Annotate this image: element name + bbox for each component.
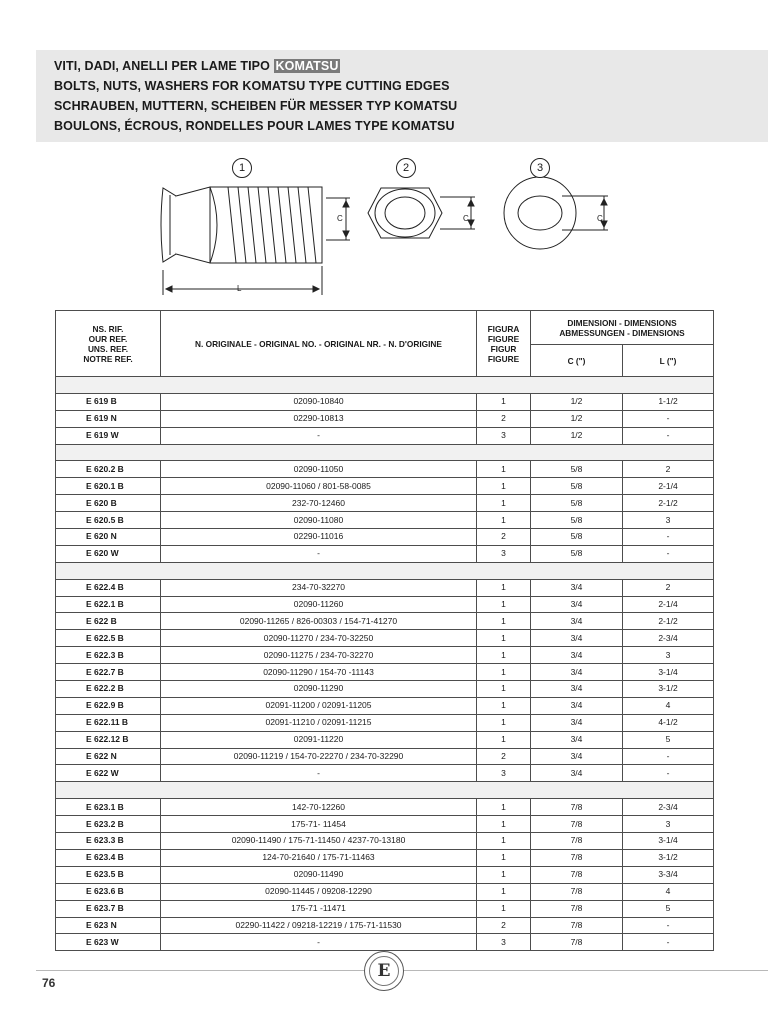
- cell-ref: E 622.5 B: [56, 630, 161, 647]
- cell-orig: 02090-11490 / 175-71-11450 / 4237-70-13180: [161, 833, 477, 850]
- table-row: [56, 393, 714, 410]
- table-row: [56, 866, 714, 883]
- cell-orig: 02090-11490: [161, 866, 477, 883]
- cell-ref: E 622.9 B: [56, 697, 161, 714]
- cell-c: 7/8: [531, 883, 623, 900]
- cell-ref: E 622.7 B: [56, 664, 161, 681]
- table-row: [56, 833, 714, 850]
- cell-c: 3/4: [531, 748, 623, 765]
- cell-ref: E 620 B: [56, 495, 161, 512]
- cell-ref: E 622.3 B: [56, 647, 161, 664]
- cell-orig: 175-71- 11454: [161, 816, 477, 833]
- cell-fig: 3: [477, 545, 531, 562]
- cell-c: 3/4: [531, 613, 623, 630]
- table-row: [56, 596, 714, 613]
- cell-fig: 1: [477, 799, 531, 816]
- cell-l: -: [623, 917, 714, 934]
- cell-c: 3/4: [531, 697, 623, 714]
- cell-l: 3: [623, 816, 714, 833]
- figures-area: [0, 150, 768, 300]
- title-german: SCHRAUBEN, MUTTERN, SCHEIBEN FÜR MESSER TYP KOMATSU: [54, 99, 458, 113]
- table-row: [56, 697, 714, 714]
- cell-c: 5/8: [531, 478, 623, 495]
- cell-fig: 1: [477, 461, 531, 478]
- cell-orig: 02090-11260: [161, 596, 477, 613]
- cell-l: 3: [623, 647, 714, 664]
- cell-fig: 1: [477, 630, 531, 647]
- table-row: [56, 900, 714, 917]
- cell-c: 3/4: [531, 681, 623, 698]
- cell-fig: 1: [477, 596, 531, 613]
- figure-2-label: 2: [396, 158, 416, 178]
- header-fig-line: FIGURE: [487, 353, 520, 364]
- logo-letter: E: [369, 956, 399, 986]
- cell-l: 3-1/2: [623, 849, 714, 866]
- table-row: [56, 765, 714, 782]
- table-row: [56, 681, 714, 698]
- table-row: [56, 545, 714, 562]
- brand-logo: [364, 951, 404, 991]
- cell-l: 2-1/2: [623, 613, 714, 630]
- cell-fig: 1: [477, 613, 531, 630]
- cell-l: 1-1/2: [623, 393, 714, 410]
- cell-ref: E 620 N: [56, 529, 161, 546]
- cell-l: 2-3/4: [623, 630, 714, 647]
- header-ref-line: UNS. REF.: [87, 343, 129, 354]
- cell-fig: 2: [477, 410, 531, 427]
- header-fig-line: FIGURA: [487, 323, 520, 334]
- cell-fig: 1: [477, 833, 531, 850]
- table-row: [56, 630, 714, 647]
- cell-ref: E 620 W: [56, 545, 161, 562]
- cell-ref: E 623.1 B: [56, 799, 161, 816]
- page-number: 76: [42, 976, 56, 990]
- cell-orig: 02290-10813: [161, 410, 477, 427]
- table-row: [56, 934, 714, 951]
- cell-l: -: [623, 529, 714, 546]
- cell-orig: 02290-11016: [161, 529, 477, 546]
- cell-c: 1/2: [531, 427, 623, 444]
- header-fig-line: FIGUR: [490, 343, 517, 354]
- cell-l: 4-1/2: [623, 714, 714, 731]
- table-body: [56, 377, 714, 951]
- title-highlight: KOMATSU: [275, 59, 339, 73]
- cell-orig: 124-70-21640 / 175-71-11463: [161, 849, 477, 866]
- figures-drawing: [0, 150, 768, 300]
- cell-l: 2-1/4: [623, 478, 714, 495]
- cell-ref: E 622 W: [56, 765, 161, 782]
- cell-orig: -: [161, 934, 477, 951]
- cell-l: -: [623, 545, 714, 562]
- nut-dimension-c: C: [463, 214, 469, 223]
- header-c: C ("): [531, 345, 623, 377]
- header-ref-line: NS. RIF.: [92, 323, 124, 334]
- cell-fig: 2: [477, 529, 531, 546]
- cell-c: 7/8: [531, 917, 623, 934]
- washer-figure: [504, 177, 608, 249]
- cell-ref: E 622.1 B: [56, 596, 161, 613]
- cell-c: 3/4: [531, 596, 623, 613]
- cell-fig: 1: [477, 478, 531, 495]
- cell-c: 3/4: [531, 731, 623, 748]
- cell-l: 3-1/4: [623, 664, 714, 681]
- figure-1-label: 1: [232, 158, 252, 178]
- cell-fig: 1: [477, 697, 531, 714]
- cell-fig: 1: [477, 883, 531, 900]
- cell-c: 7/8: [531, 866, 623, 883]
- cell-orig: 02090-11290 / 154-70 -11143: [161, 664, 477, 681]
- cell-c: 7/8: [531, 799, 623, 816]
- cell-c: 5/8: [531, 512, 623, 529]
- cell-c: 1/2: [531, 410, 623, 427]
- table-row: [56, 427, 714, 444]
- cell-fig: 1: [477, 866, 531, 883]
- cell-l: 2: [623, 579, 714, 596]
- cell-c: 7/8: [531, 900, 623, 917]
- table-row: [56, 529, 714, 546]
- table-row: [56, 495, 714, 512]
- cell-fig: 1: [477, 731, 531, 748]
- cell-l: 4: [623, 697, 714, 714]
- cell-l: 3: [623, 512, 714, 529]
- table-row: [56, 478, 714, 495]
- group-spacer-row: [56, 377, 714, 394]
- table-row: [56, 714, 714, 731]
- table-row: [56, 410, 714, 427]
- nut-figure: [368, 188, 475, 238]
- table-row: [56, 579, 714, 596]
- cell-ref: E 622 N: [56, 748, 161, 765]
- cell-orig: -: [161, 545, 477, 562]
- cell-orig: 02090-11290: [161, 681, 477, 698]
- cell-ref: E 623.3 B: [56, 833, 161, 850]
- cell-orig: 02090-11060 / 801-58-0085: [161, 478, 477, 495]
- cell-l: -: [623, 934, 714, 951]
- cell-c: 3/4: [531, 664, 623, 681]
- cell-l: -: [623, 410, 714, 427]
- header-our-ref: [56, 311, 161, 377]
- cell-ref: E 622 B: [56, 613, 161, 630]
- cell-orig: 142-70-12260: [161, 799, 477, 816]
- cell-c: 5/8: [531, 529, 623, 546]
- table-row: [56, 748, 714, 765]
- header-fig-line: FIGURE: [487, 333, 520, 344]
- cell-l: 3-1/4: [623, 833, 714, 850]
- cell-c: 3/4: [531, 765, 623, 782]
- cell-l: 3-3/4: [623, 866, 714, 883]
- cell-c: 3/4: [531, 714, 623, 731]
- cell-orig: 02091-11200 / 02091-11205: [161, 697, 477, 714]
- cell-c: 5/8: [531, 461, 623, 478]
- cell-orig: 02090-11265 / 826-00303 / 154-71-41270: [161, 613, 477, 630]
- table-row: [56, 461, 714, 478]
- cell-ref: E 622.11 B: [56, 714, 161, 731]
- cell-l: 4: [623, 883, 714, 900]
- header-l: L ("): [623, 345, 714, 377]
- cell-fig: 1: [477, 849, 531, 866]
- header-dim-line: ABMESSUNGEN - DIMENSIONS: [559, 327, 685, 338]
- table-row: [56, 816, 714, 833]
- cell-ref: E 623.6 B: [56, 883, 161, 900]
- cell-l: 2-1/4: [623, 596, 714, 613]
- cell-l: 3-1/2: [623, 681, 714, 698]
- cell-c: 5/8: [531, 495, 623, 512]
- header-original-no: N. ORIGINALE - ORIGINAL NO. - ORIGINAL NR. - N. D'ORIGINE: [161, 311, 477, 377]
- cell-orig: 232-70-12460: [161, 495, 477, 512]
- header-ref-line: OUR REF.: [88, 333, 128, 344]
- cell-ref: E 619 B: [56, 393, 161, 410]
- cell-c: 3/4: [531, 647, 623, 664]
- group-spacer-row: [56, 444, 714, 461]
- cell-orig: 02090-11275 / 234-70-32270: [161, 647, 477, 664]
- table-row: [56, 883, 714, 900]
- cell-fig: 1: [477, 579, 531, 596]
- cell-c: 7/8: [531, 849, 623, 866]
- cell-fig: 1: [477, 900, 531, 917]
- cell-orig: 175-71 -11471: [161, 900, 477, 917]
- cell-ref: E 622.2 B: [56, 681, 161, 698]
- group-spacer-row: [56, 782, 714, 799]
- cell-orig: 02090-11219 / 154-70-22270 / 234-70-32290: [161, 748, 477, 765]
- cell-c: 7/8: [531, 833, 623, 850]
- cell-c: 3/4: [531, 579, 623, 596]
- cell-fig: 1: [477, 495, 531, 512]
- cell-ref: E 623 N: [56, 917, 161, 934]
- cell-ref: E 619 N: [56, 410, 161, 427]
- cell-c: 7/8: [531, 934, 623, 951]
- header-figure: [477, 311, 531, 377]
- cell-fig: 1: [477, 664, 531, 681]
- cell-c: 3/4: [531, 630, 623, 647]
- cell-fig: 1: [477, 714, 531, 731]
- parts-table: [55, 310, 714, 951]
- group-spacer-cell: [56, 562, 714, 579]
- table-row: [56, 647, 714, 664]
- cell-ref: E 622.4 B: [56, 579, 161, 596]
- title-italian: [54, 59, 340, 73]
- table-row: [56, 731, 714, 748]
- cell-orig: 234-70-32270: [161, 579, 477, 596]
- cell-l: 2-1/2: [623, 495, 714, 512]
- cell-fig: 2: [477, 917, 531, 934]
- cell-l: 5: [623, 900, 714, 917]
- cell-c: 7/8: [531, 816, 623, 833]
- figure-3-label: 3: [530, 158, 550, 178]
- washer-dimension-c: C: [597, 214, 603, 223]
- cell-ref: E 623.5 B: [56, 866, 161, 883]
- cell-l: 5: [623, 731, 714, 748]
- cell-fig: 3: [477, 427, 531, 444]
- cell-l: -: [623, 765, 714, 782]
- cell-orig: 02091-11210 / 02091-11215: [161, 714, 477, 731]
- cell-fig: 3: [477, 765, 531, 782]
- header-dim-line: DIMENSIONI - DIMENSIONS: [567, 317, 677, 328]
- cell-ref: E 622.12 B: [56, 731, 161, 748]
- cell-orig: 02091-11220: [161, 731, 477, 748]
- cell-orig: 02090-11050: [161, 461, 477, 478]
- cell-orig: -: [161, 765, 477, 782]
- cell-orig: 02090-11270 / 234-70-32250: [161, 630, 477, 647]
- table-row: [56, 799, 714, 816]
- cell-orig: -: [161, 427, 477, 444]
- cell-fig: 2: [477, 748, 531, 765]
- cell-orig: 02290-11422 / 09218-12219 / 175-71-11530: [161, 917, 477, 934]
- cell-fig: 1: [477, 393, 531, 410]
- group-spacer-cell: [56, 782, 714, 799]
- header-dimensions: [531, 311, 714, 345]
- cell-fig: 1: [477, 816, 531, 833]
- cell-l: -: [623, 427, 714, 444]
- title-italian-text: VITI, DADI, ANELLI PER LAME TIPO: [54, 59, 274, 73]
- bolt-dimension-c: C: [337, 214, 343, 223]
- cell-ref: E 620.1 B: [56, 478, 161, 495]
- cell-l: -: [623, 748, 714, 765]
- table-row: [56, 917, 714, 934]
- table-row: [56, 849, 714, 866]
- cell-ref: E 620.5 B: [56, 512, 161, 529]
- cell-fig: 1: [477, 512, 531, 529]
- cell-c: 1/2: [531, 393, 623, 410]
- group-spacer-cell: [56, 377, 714, 394]
- table-row: [56, 512, 714, 529]
- cell-orig: 02090-11080: [161, 512, 477, 529]
- title-french: BOULONS, ÉCROUS, RONDELLES POUR LAMES TYPE KOMATSU: [54, 119, 455, 133]
- cell-ref: E 619 W: [56, 427, 161, 444]
- cell-orig: 02090-11445 / 09208-12290: [161, 883, 477, 900]
- cell-orig: 02090-10840: [161, 393, 477, 410]
- cell-ref: E 623 W: [56, 934, 161, 951]
- cell-ref: E 623.4 B: [56, 849, 161, 866]
- cell-l: 2: [623, 461, 714, 478]
- cell-fig: 1: [477, 681, 531, 698]
- header-ref-line: NOTRE REF.: [83, 353, 133, 364]
- cell-ref: E 620.2 B: [56, 461, 161, 478]
- table-row: [56, 613, 714, 630]
- group-spacer-cell: [56, 444, 714, 461]
- cell-fig: 3: [477, 934, 531, 951]
- cell-c: 5/8: [531, 545, 623, 562]
- group-spacer-row: [56, 562, 714, 579]
- cell-ref: E 623.7 B: [56, 900, 161, 917]
- bolt-figure: [161, 187, 350, 295]
- cell-ref: E 623.2 B: [56, 816, 161, 833]
- title-english: BOLTS, NUTS, WASHERS FOR KOMATSU TYPE CUTTING EDGES: [54, 79, 450, 93]
- table-row: [56, 664, 714, 681]
- cell-fig: 1: [477, 647, 531, 664]
- bolt-dimension-l: L: [237, 284, 242, 293]
- cell-l: 2-3/4: [623, 799, 714, 816]
